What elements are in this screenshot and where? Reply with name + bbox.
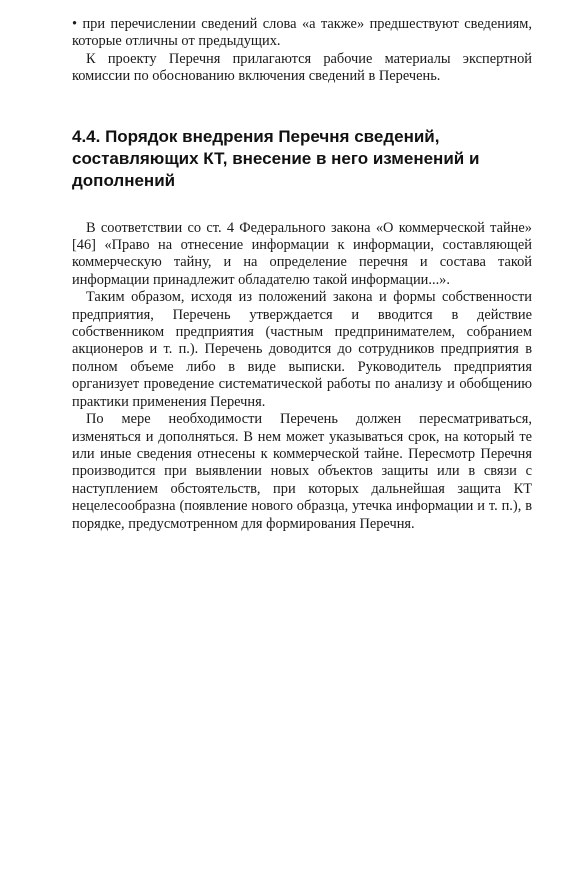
section-paragraph-2: Таким образом, исходя из положений закона и формы собственности предприятия, Перечень утверждается и вводится в действие собственником предприятия (частным предпринимателем, собранием акционеров и т. п.). Перечень доводится до сотрудников предприятия в полном объеме либо в виде выписки. Руководитель предприятия организует проведение систематической работы по анализу и обобщению практики применения Перечня. — [72, 289, 532, 410]
section-paragraph-3: По мере необходимости Перечень должен пересматриваться, изменяться и дополняться. В нем может указываться срок, на который те или иные сведения отнесены к коммерческой тайне. Пересмотр Перечня производится при выявлении новых объектов защиты или в связи с наступлением обстоятельств, при которых дальнейшая защита КТ нецелесообразна (появление нового образца, утечка информации и т. п.), в порядке, предусмотренном для формирования Перечня. — [72, 411, 532, 532]
intro-paragraph: К проекту Перечня прилагаются рабочие материалы экспертной комиссии по обоснованию включения сведений в Перечень. — [72, 50, 532, 85]
intro-bullet: • при перечислении сведений слова «а также» предшествуют сведениям, которые отличны от предыдущих. — [72, 16, 532, 50]
section-paragraph-1: В соответствии со ст. 4 Федерального закона «О коммерческой тайне» [46] «Право на отнесение информации к информации, составляющей коммерческую тайну, и на определение перечня и состава такой информации принадлежит обладателю такой информации...». — [72, 219, 532, 288]
section-heading: 4.4. Порядок внедрения Перечня сведений, составляющих КТ, внесение в него изменений и дополнений — [72, 126, 480, 190]
document-page — [72, 16, 532, 533]
